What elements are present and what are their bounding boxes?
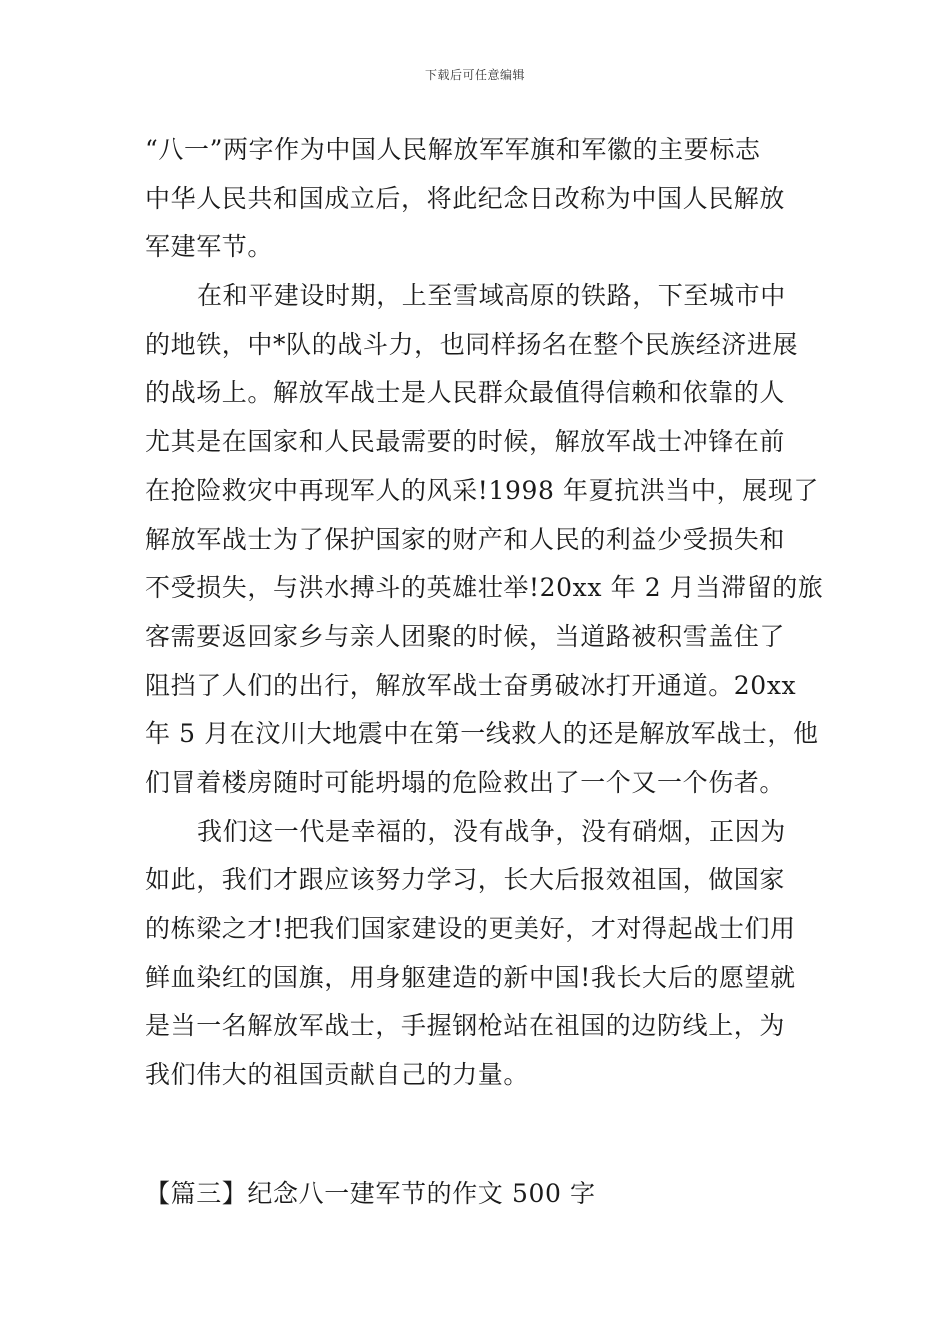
paragraph-3-line-1: 我们这一代是幸福的，没有战争，没有硝烟，正因为 (197, 816, 786, 846)
paragraph-2-line-11: 们冒着楼房随时可能坍塌的危险救出了一个又一个伤者。 (145, 767, 786, 797)
paragraph-3-line-3: 的栋梁之才!把我们国家建设的更美好，才对得起战士们用 (145, 914, 796, 943)
paragraph-3-line-6: 我们伟大的祖国贡献自己的力量。 (145, 1060, 530, 1090)
paragraph-3-line-2: 如此，我们才跟应该努力学习，长大后报效祖国，做国家 (145, 865, 786, 895)
document-body (145, 126, 824, 1100)
paragraph-2-line-4: 尤其是在国家和人民最需要的时候，解放军战士冲锋在前 (145, 427, 786, 457)
paragraph-2-line-1: 在和平建设时期，上至雪域高原的铁路，下至城市中 (197, 281, 786, 311)
page-header: 下载后可任意编辑 (424, 68, 525, 82)
paragraph-2-line-6: 解放军战士为了保护国家的财产和人民的利益少受损失和 (145, 524, 786, 554)
paragraph-2-line-8: 客需要返回家乡与亲人团聚的时候，当道路被积雪盖住了 (145, 621, 786, 651)
paragraph-2-line-7: 不受损失，与洪水搏斗的英雄壮举!20xx 年 2 月当滞留的旅 (145, 573, 824, 603)
paragraph-3-line-5: 是当一名解放军战士，手握钢枪站在祖国的边防线上，为 (145, 1011, 786, 1041)
paragraph-2-line-10: 年 5 月在汶川大地震中在第一线救人的还是解放军战士，他 (145, 719, 819, 749)
paragraph-2-line-2: 的地铁，中*队的战斗力，也同样扬名在整个民族经济进展 (145, 329, 799, 359)
paragraph-1-line-1: “八一”两字作为中国人民解放军军旗和军徽的主要标志 (145, 135, 761, 164)
paragraph-3-line-4: 鲜血染红的国旗，用身躯建造的新中国!我长大后的愿望就 (145, 962, 796, 992)
paragraph-2-line-3: 的战场上。解放军战士是人民群众最值得信赖和依靠的人 (145, 378, 786, 408)
paragraph-2-line-5: 在抢险救灾中再现军人的风采!1998 年夏抗洪当中，展现了 (145, 475, 820, 505)
section-heading: 【篇三】纪念八一建军节的作文 500 字 (145, 1179, 596, 1208)
paragraph-2-line-9: 阻挡了人们的出行，解放军战士奋勇破冰打开通道。20xx (145, 670, 797, 700)
paragraph-1-line-2: 中华人民共和国成立后，将此纪念日改称为中国人民解放 (145, 183, 786, 213)
paragraph-1-line-3: 军建军节。 (145, 232, 274, 262)
